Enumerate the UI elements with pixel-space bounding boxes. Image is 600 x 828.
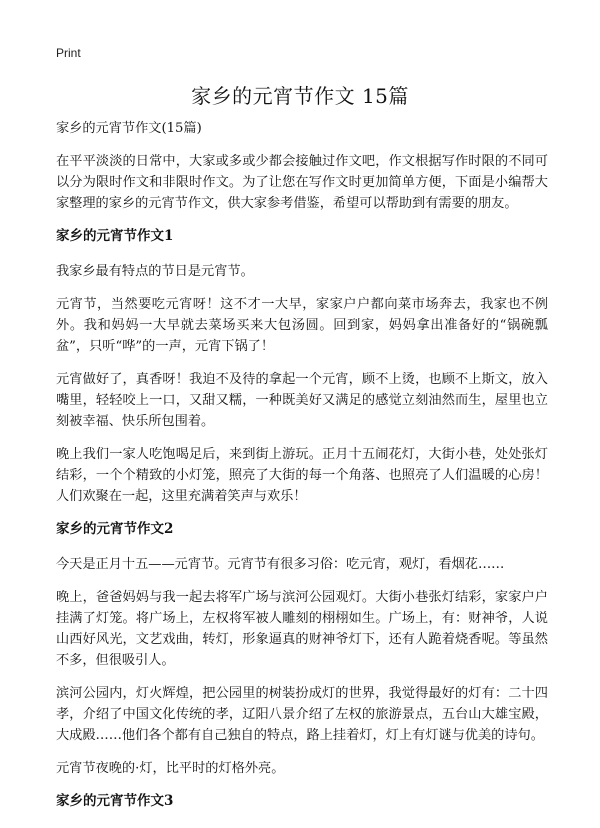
- essay-1-paragraph-2: 元宵节，当然要吃元宵呀！这不才一大早，家家户户都向菜市场奔去，我家也不例外。我和妈妈一大早就去菜场买来大包汤圆。回到家，妈妈拿出准备好的“锅碗瓢盆”，只听“哗”的一声，元宵下锅了！: [56, 297, 548, 354]
- essay-2-paragraph-2: 晚上，爸爸妈妈与我一起去将军广场与滨河公园观灯。大街小巷张灯结彩，家家户户挂满了灯笼。将广场上，左权将军被人雕刻的栩栩如生。广场上，有：财神爷，人说山西好风光，文艺戏曲，转灯，形象逼真的财神爷灯下，还有人跪着烧香呢。等虽然不多，但很吸引人。: [56, 590, 548, 668]
- essay-2-paragraph-1: 今天是正月十五——元宵节。元宵节有很多习俗：吃元宵，观灯，看烟花……: [56, 557, 505, 572]
- document-body: [56, 118, 548, 826]
- essay-2-heading: 家乡的元宵节作文2: [56, 521, 174, 537]
- intro-paragraph: 在平平淡淡的日常中，大家或多或少都会接触过作文吧，作文根据写作时限的不同可以分为限时作文和非限时作文。为了让您在写作文时更加简单方便，下面是小编帮大家整理的家乡的元宵节作文，供大家参考借鉴，希望可以帮助到有需要的朋友。: [56, 154, 548, 211]
- essay-3-heading: 家乡的元宵节作文3: [56, 793, 174, 809]
- essay-1-paragraph-3: 元宵做好了，真香呀！我迫不及待的拿起一个元宵，顾不上烫，也顾不上斯文，放入嘴里，轻轻咬上一口，又甜又糯，一种既美好又满足的感觉立刻油然而生，屋里也立刻被幸福、快乐所包围着。: [56, 372, 548, 429]
- essay-1-heading: 家乡的元宵节作文1: [56, 228, 174, 244]
- essay-2-paragraph-3: 滨河公园内，灯火辉煌，把公园里的树装扮成灯的世界，我觉得最好的灯有：二十四孝，介绍了中国文化传统的孝，辽阳八景介绍了左权的旅游景点，五台山大雄宝殿，大成殿……他们各个都有自己独自的特点，路上挂着灯，灯上有灯谜与优美的诗句。: [56, 686, 548, 743]
- document-subtitle: 家乡的元宵节作文(15篇): [56, 121, 202, 136]
- essay-1-paragraph-1: 我家乡最有特点的节日是元宵节。: [56, 264, 254, 279]
- document-title: 家乡的元宵节作文 15篇: [191, 84, 409, 108]
- essay-2-paragraph-4: 元宵节夜晚的·灯，比平时的灯格外亮。: [56, 761, 285, 776]
- print-label: Print: [56, 46, 81, 60]
- essay-1-paragraph-4: 晚上我们一家人吃饱喝足后，来到街上游玩。正月十五闹花灯，大街小巷，处处张灯结彩，一个个精致的小灯笼，照亮了大街的每一个角落、也照亮了人们温暖的心房！人们欢聚在一起，这里充满着笑声与欢乐！: [56, 447, 548, 504]
